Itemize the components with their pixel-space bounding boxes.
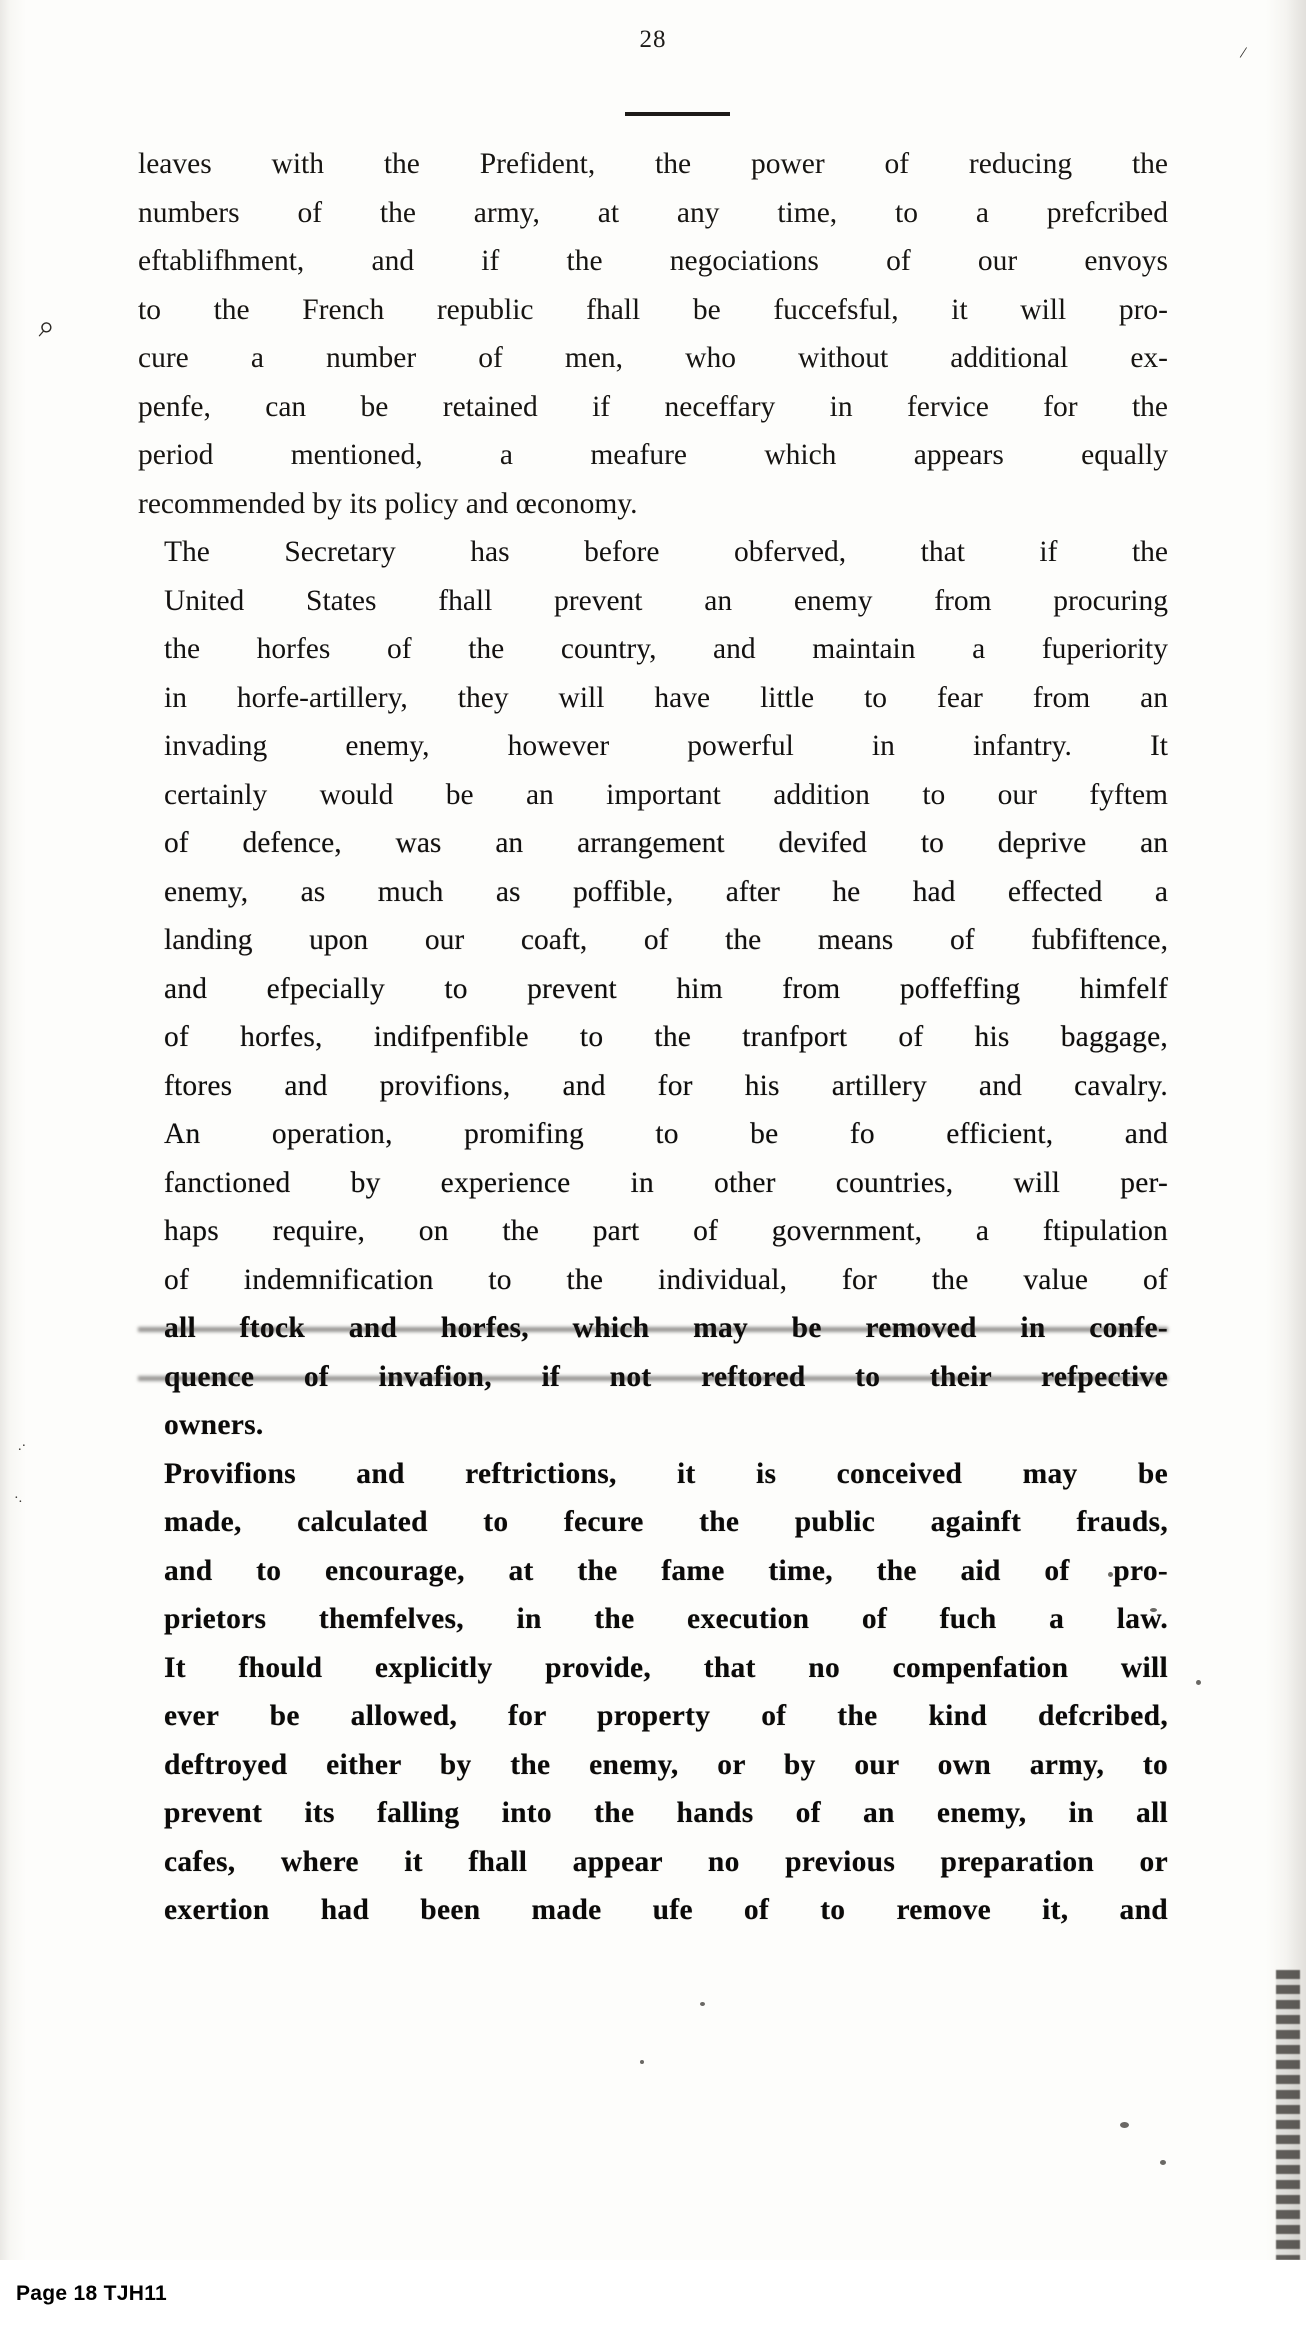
ink-speck-mark-icon-2: ·. [14,1491,23,1506]
text-line: invading enemy, however powerful in infantry. It [164,730,1168,762]
paragraph [138,140,1168,528]
text-line: of defence, was an arrangement devifed to deprive an [164,827,1168,859]
text-line: made, calculated to fecure the public againft frauds, [164,1506,1168,1538]
text-line: of horfes, indifpenfible to the tranfport of his baggage, [164,1021,1168,1053]
text-line: penfe, can be retained if neceffary in fervice for the [138,390,1168,423]
text-line: certainly would be an important addition to our fyftem [164,778,1168,811]
paragraph [138,528,1168,1110]
ink-speck-icon [640,2060,644,2064]
paragraph [138,1450,1168,1935]
text-line: cure a number of men, who without additional ex- [138,342,1168,374]
text-line: prevent its falling into the hands of an enemy, in all [164,1797,1168,1829]
viewer-footer-bar [0,2260,1306,2330]
ink-speck-icon [1120,2122,1129,2128]
text-line: to the French republic fhall be fuccefsful, it will pro- [138,293,1168,326]
page-body-text [138,140,1168,1935]
page-edge-shadow-right [1266,0,1306,2260]
text-line: in horfe-artillery, they will have little to fear from an [164,681,1168,714]
text-line: owners. [164,1409,264,1441]
text-line: of indemnification to the individual, for the value of [164,1263,1168,1296]
text-line: landing upon our coaft, of the means of fubfiftence, [164,924,1168,956]
page-identifier-label: Page 18 TJH11 [16,2282,167,2305]
margin-hook-mark-icon: ⌕ [36,309,56,344]
text-line: and to encourage, at the fame time, the aid of pro- [164,1554,1168,1587]
ink-speck-icon [700,2002,705,2006]
text-line: numbers of the army, at any time, to a prefcribed [138,196,1168,229]
text-line: fanctioned by experience in other countries, will per- [164,1166,1168,1199]
page-edge-shadow-left [0,0,26,2260]
text-line: Provifions and reftrictions, it is conceived may be [164,1457,1168,1490]
text-line: leaves with the Prefident, the power of reducing the [138,148,1168,180]
text-line: United States fhall prevent an enemy from procuring [164,584,1168,617]
text-line: enemy, as much as poffible, after he had effected a [164,875,1168,908]
pencil-mark-icon: / [1239,42,1249,63]
ink-speck-icon [1160,2160,1166,2165]
text-line: eftablifhment, and if the negociations of our envoys [138,245,1168,277]
text-line: haps require, on the part of government, a ftipulation [164,1215,1168,1247]
paragraph [138,1110,1168,1450]
text-line: The Secretary has before obferved, that if the [164,536,1168,568]
text-line: deftroyed either by the enemy, or by our own army, to [164,1748,1168,1781]
text-line: ftores and provifions, and for his artillery and cavalry. [164,1069,1168,1102]
text-line: the horfes of the country, and maintain a fuperiority [164,633,1168,665]
text-line: quence of invafion, if not reftored to their refpective [138,1353,1168,1402]
text-line: prietors themfelves, in the execution of fuch a law. [164,1603,1168,1635]
text-line: and efpecially to prevent him from poffeffing himfelf [164,972,1168,1005]
page-number: 28 [639,26,667,53]
text-line: recommended by its policy and œconomy. [138,487,638,520]
text-line: It fhould explicitly provide, that no compenfation will [164,1651,1168,1684]
text-line: exertion had been made ufe of to remove it, and [164,1894,1168,1926]
horizontal-rule [625,112,730,116]
scan-smudge-artifact [1276,1970,1300,2260]
text-line: An operation, promifing to be fo efficient, and [164,1118,1168,1150]
text-line: ever be allowed, for property of the kind defcribed, [164,1700,1168,1732]
text-line: period mentioned, a meafure which appears equally [138,439,1168,471]
ink-speck-icon [1196,1680,1201,1685]
text-line: all ftock and horfes, which may be removed in confe- [138,1304,1168,1353]
ink-speck-mark-icon: .· [18,1439,27,1454]
text-line: cafes, where it fhall appear no previous preparation or [164,1845,1168,1878]
